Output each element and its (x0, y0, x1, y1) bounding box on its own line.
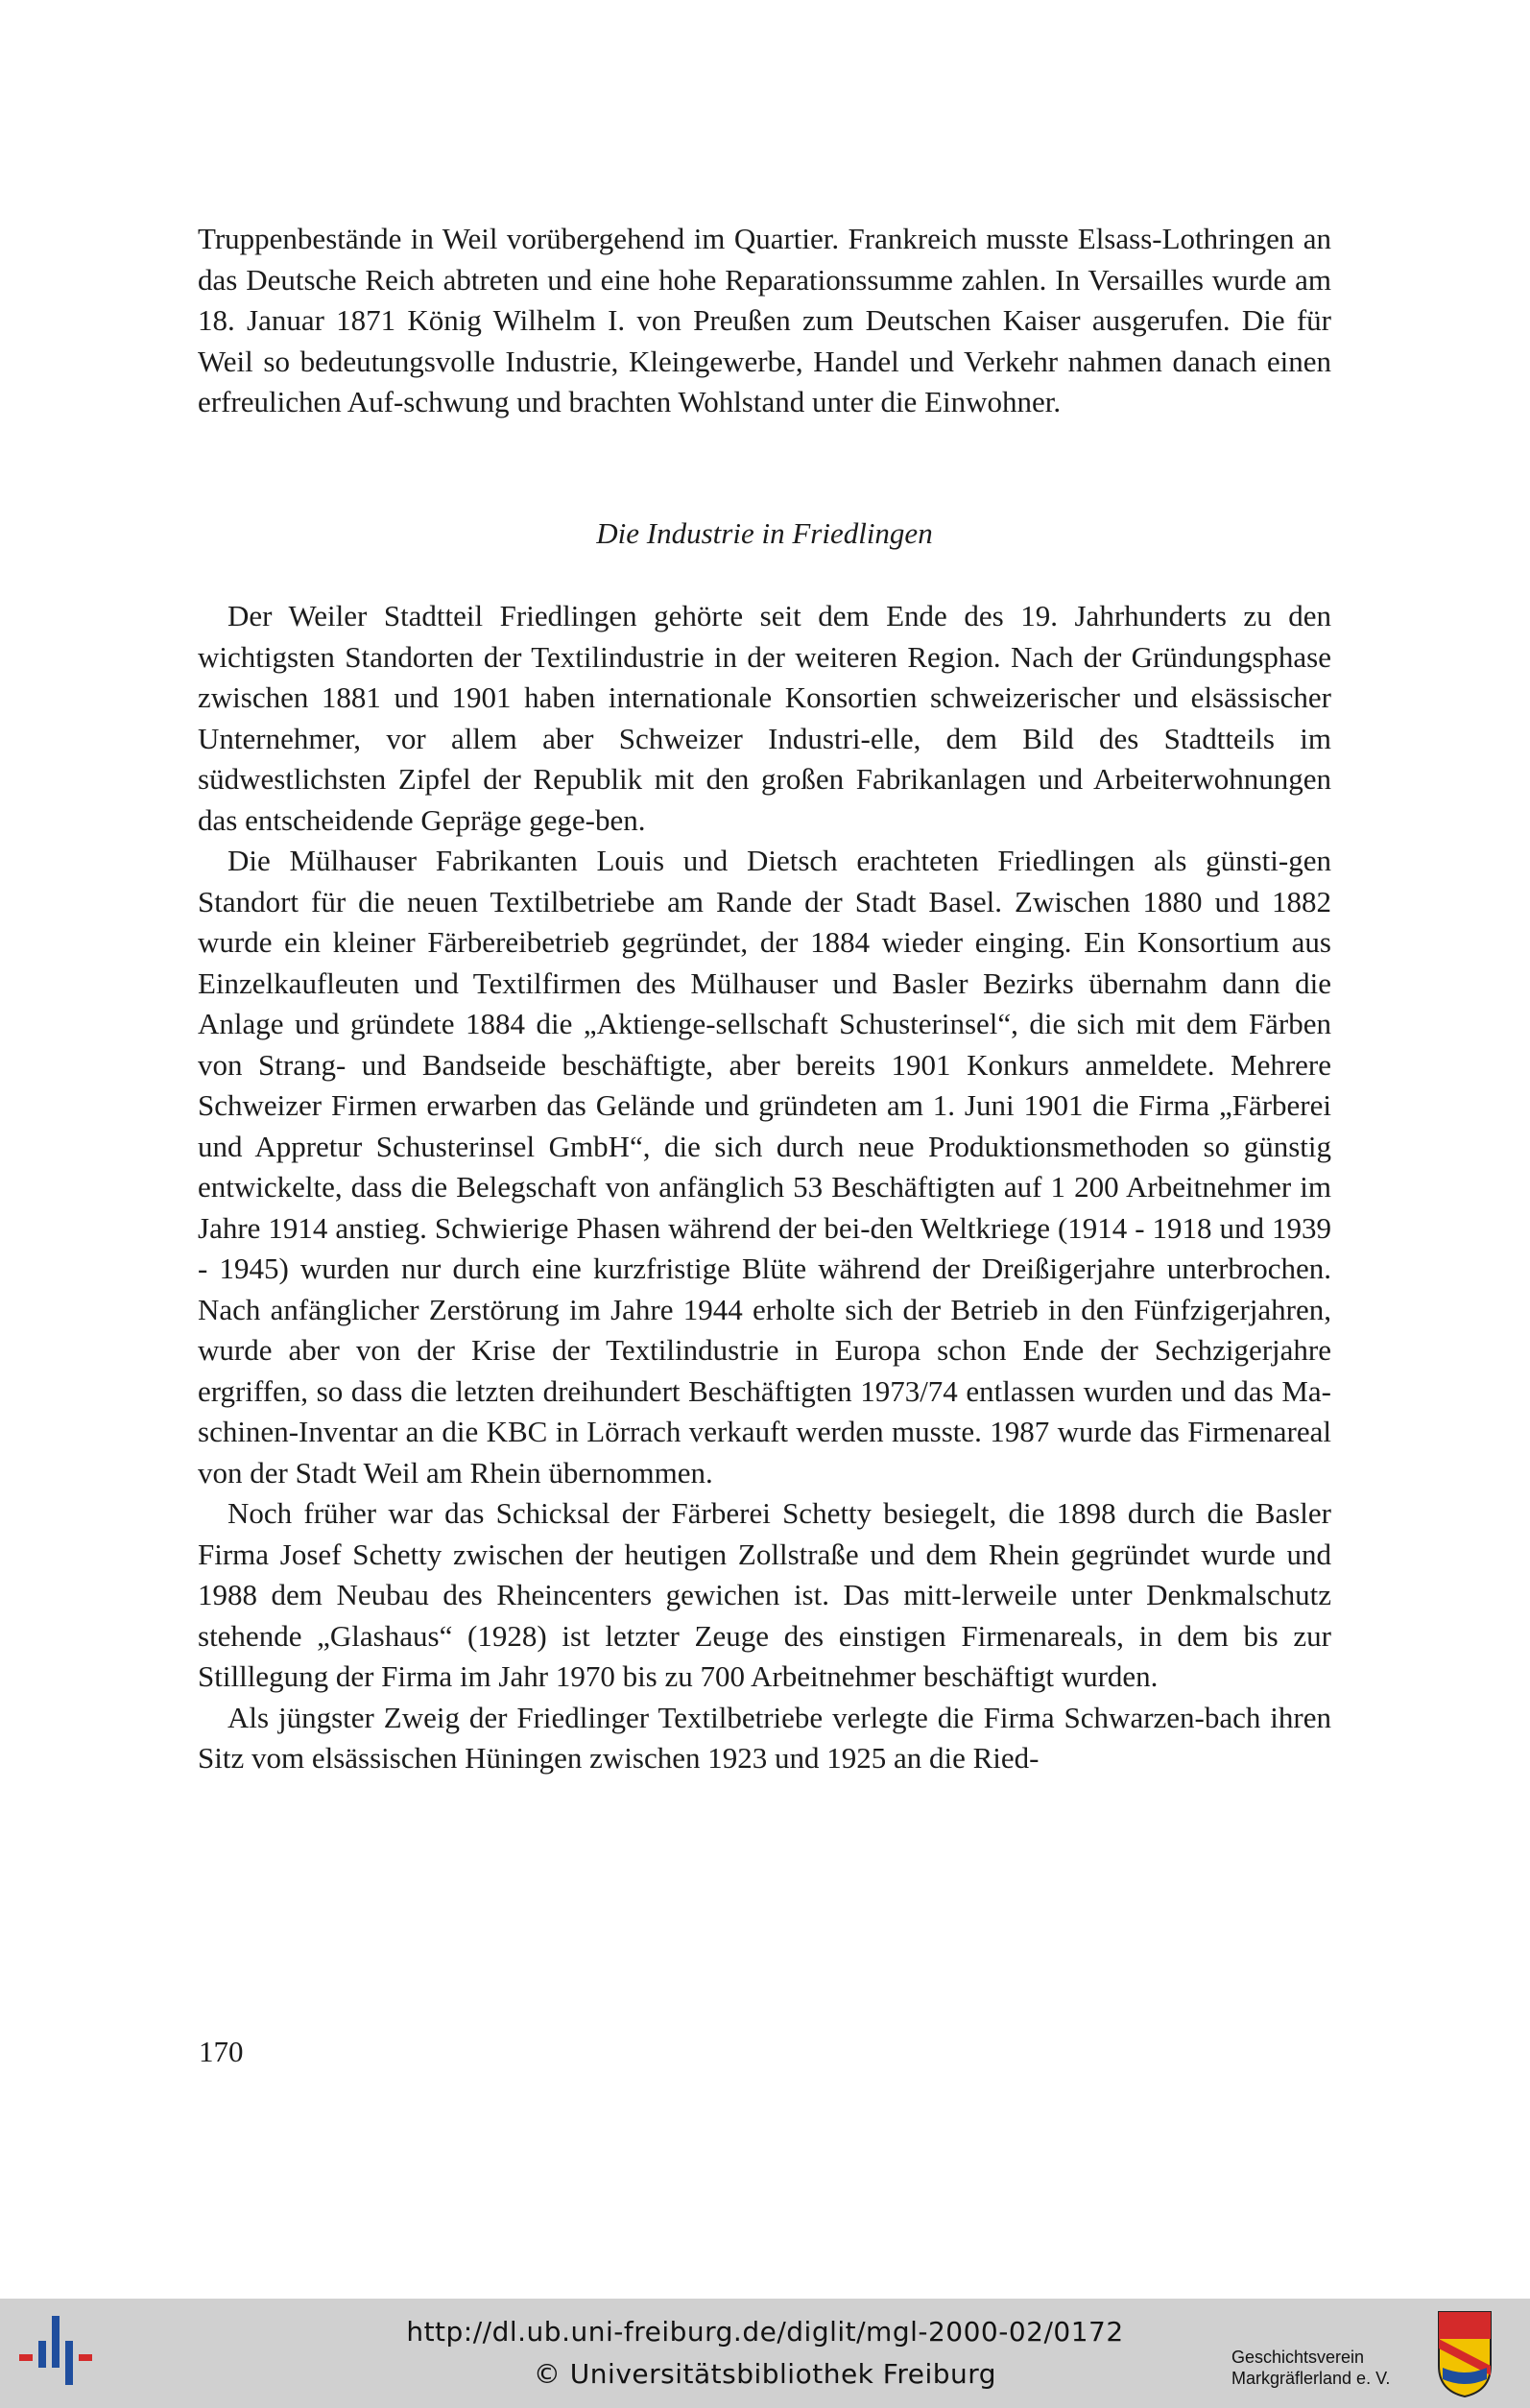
paragraph: Als jüngster Zweig der Friedlinger Textilbetriebe verlegte die Firma Schwarzen-bach ihren Sitz vom elsässischen Hüningen zwischen 1923 und 1925 an die Ried- (198, 1700, 1331, 1775)
society-line-1: Geschichtsverein (1231, 2348, 1365, 2367)
copyright-text: © Universitätsbibliothek Freiburg (533, 2358, 997, 2390)
body-text (198, 219, 1331, 1779)
paragraph: Truppenbestände in Weil vorübergehend im Quartier. Frankreich musste Elsass-Lothringen an das Deutsche Reich abtreten und eine hohe Reparationssumme zahlen. In Versailles wurde am 18. Januar 1871 König Wilhelm I. von Preußen zum Deutschen Kaiser ausgerufen. Die für Weil so bedeutungsvolle Industrie, Kleingewerbe, Handel und Verkehr nahmen danach einen erfreulichen Auf-schwung und brachten Wohlstand unter die Einwohner. (198, 222, 1331, 418)
page-number: 170 (199, 2035, 244, 2068)
section-heading: Die Industrie in Friedlingen (596, 515, 933, 550)
society-line-2: Markgräflerland e. V. (1231, 2369, 1391, 2388)
society-name (1231, 2347, 1433, 2389)
footer-bar (0, 2299, 1530, 2408)
paragraph: Noch früher war das Schicksal der Färberei Schetty besiegelt, die 1898 durch die Basler Firma Josef Schetty zwischen der heutigen Zollstraße und dem Rhein gegründet wurde und 1988 dem Neubau des Rheincenters gewichen ist. Das mitt-lerweile unter Denkmalschutz stehende „Glashaus“ (1928) ist letzter Zeuge des einstigen Firmenareals, in dem bis zur Stilllegung der Firma im Jahr 1970 bis zu 700 Arbeitnehmer beschäftigt wurden. (198, 1496, 1331, 1693)
source-url-link[interactable]: http://dl.ub.uni-freiburg.de/diglit/mgl-2000-02/0172 (406, 2316, 1124, 2348)
paragraph: Die Mülhauser Fabrikanten Louis und Dietsch erachteten Friedlingen als günsti-gen Standort für die neuen Textilbetriebe am Rande der Stadt Basel. Zwischen 1880 und 1882 wurde ein kleiner Färbereibetrieb gegründet, der 1884 wieder einging. Ein Konsortium aus Einzelkaufleuten und Textilfirmen des Mülhauser und Basler Bezirks übernahm dann die Anlage und gründete 1884 die „Aktienge-sellschaft Schusterinsel“, die sich mit dem Färben von Strang- und Bandseide beschäftigte, aber bereits 1901 Konkurs anmeldete. Mehrere Schweizer Firmen erwarben das Gelände und gründeten am 1. Juni 1901 die Firma „Färberei und Appretur Schusterinsel GmbH“, die sich durch neue Produktionsmethoden so günstig entwickelte, dass die Belegschaft von anfänglich 53 Beschäftigten auf 1 200 Arbeitnehmer im Jahre 1914 anstieg. Schwierige Phasen während der bei-den Weltkriege (1914 - 1918 und 1939 - 1945) wurden nur durch eine kurzfristige Blüte während der Dreißigerjahre unterbrochen. Nach anfänglicher Zerstörung im Jahre 1944 erholte sich der Betrieb in den Fünfzigerjahren, wurde aber von der Krise der Textilindustrie in Europa schon Ende der Sechzigerjahre ergriffen, so dass die letzten dreihundert Beschäftigten 1973/74 entlassen wurden und das Ma-schinen-Inventar an die KBC in Lörrach verkauft werden musste. 1987 wurde das Firmenareal von der Stadt Weil am Rhein übernommen. (198, 844, 1331, 1490)
coat-of-arms-icon (1437, 2310, 1493, 2398)
paragraph: Der Weiler Stadtteil Friedlingen gehörte seit dem Ende des 19. Jahrhunderts zu den wichtigsten Standorten der Textilindustrie in der weiteren Region. Nach der Gründungsphase zwischen 1881 und 1901 haben internationale Konsortien schweizerischer und elsässischer Unternehmer, vor allem aber Schweizer Industri-elle, dem Bild des Stadtteils im südwestlichsten Zipfel der Republik mit den großen Fabrikanlagen und Arbeiterwohnungen das entscheidende Gepräge gege-ben. (198, 599, 1331, 837)
